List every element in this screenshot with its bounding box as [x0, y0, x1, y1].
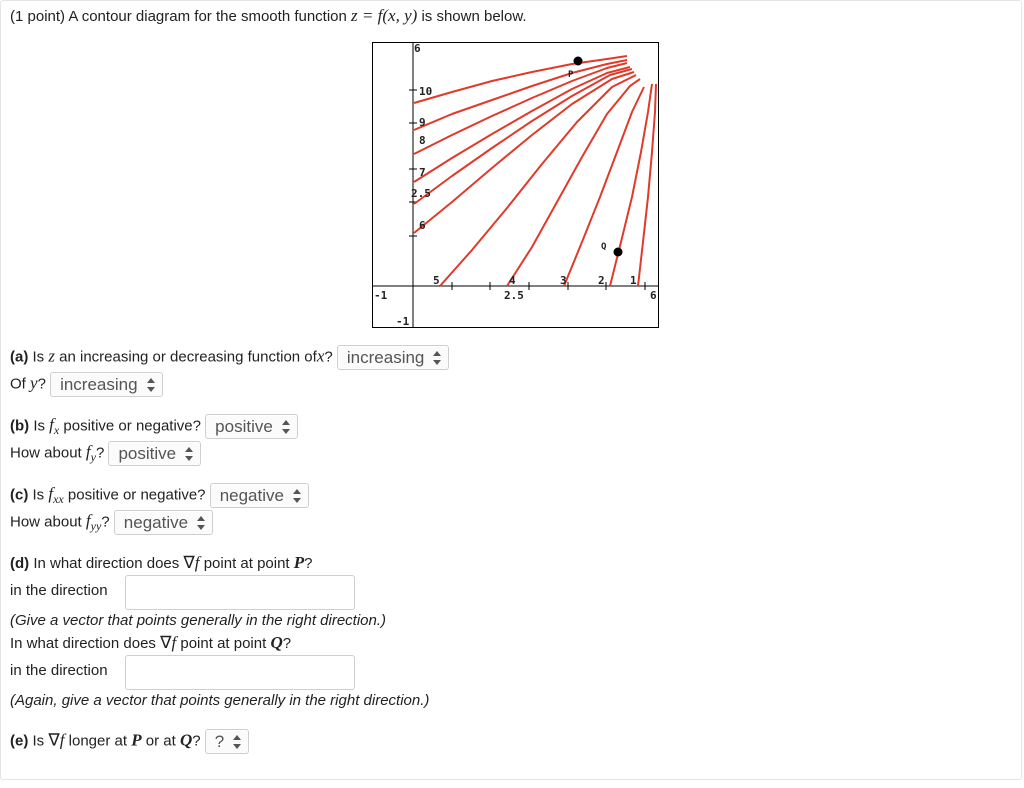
part-e-line — [10, 729, 249, 754]
point-p: P — [293, 553, 305, 572]
point-p-marker — [574, 57, 583, 66]
axis-label-x-neg: -1 — [374, 289, 388, 302]
part-d-dir-label-1: in the direction — [10, 582, 108, 599]
part-a-line-2 — [10, 372, 163, 397]
point-p: P — [131, 730, 142, 750]
select-arrows-icon — [233, 735, 241, 749]
select-arrows-icon — [282, 420, 290, 434]
part-e-select-value: ? — [214, 732, 225, 751]
select-arrows-icon — [293, 489, 301, 503]
part-b-fy-select[interactable] — [108, 441, 201, 466]
part-a-is: Is — [32, 348, 45, 366]
part-c-fxx-select-value: negative — [219, 486, 284, 505]
contour-label-1: 1 — [630, 274, 637, 287]
contour-label-4: 4 — [509, 274, 516, 287]
var-f: f — [59, 730, 65, 750]
part-b-tag: (b) — [10, 417, 30, 435]
select-arrows-icon — [197, 516, 205, 530]
point-q: Q — [270, 633, 283, 652]
axis-label-x-mid: 2.5 — [504, 289, 524, 302]
points-label: (1 point) — [10, 8, 66, 25]
var-x: x — [316, 346, 325, 366]
part-c-tag: (c) — [10, 486, 29, 504]
var-z: z — [48, 346, 55, 366]
qmark: ? — [95, 444, 105, 462]
var-y: y — [30, 373, 38, 393]
part-d-question-2-mid: point at point — [180, 635, 267, 652]
contour-label-9: 9 — [419, 116, 426, 129]
part-d-question-2: In what direction does — [10, 635, 156, 652]
part-c-fyy-select-value: negative — [123, 513, 189, 532]
part-c-how-about: How about — [10, 513, 82, 531]
part-c-line-2 — [10, 510, 213, 535]
f-xx: $f_{xx}$ — [48, 484, 64, 507]
qmark: ? — [192, 732, 201, 750]
point-q-label: Q — [601, 242, 607, 252]
point-q: Q — [179, 730, 193, 750]
contour-label-6: 6 — [419, 219, 426, 232]
qmark: ? — [37, 375, 46, 393]
part-a-line-1 — [10, 345, 449, 370]
part-d-line-2 — [10, 633, 291, 653]
part-c-fxx-select[interactable] — [210, 483, 309, 508]
contour-label-5: 5 — [433, 274, 440, 287]
part-d-hint-1: (Give a vector that points generally in the right direction.) — [10, 612, 387, 629]
select-arrows-icon — [433, 351, 441, 365]
contour-label-10: 10 — [419, 85, 433, 98]
part-e-tag: (e) — [10, 732, 29, 750]
part-a-x-select-value: increasing — [346, 348, 425, 367]
nabla-symbol: ∇ — [48, 730, 60, 750]
point-q-marker — [614, 248, 623, 257]
nabla-symbol: ∇ — [183, 553, 195, 572]
axis-label-y-neg: -1 — [396, 315, 410, 328]
part-c-fyy-select[interactable] — [114, 510, 213, 535]
contour-diagram — [372, 42, 660, 329]
var-f: f — [171, 633, 177, 652]
qmark: ? — [324, 348, 333, 366]
part-a-tag: (a) — [10, 348, 29, 366]
part-b-fy-select-value: positive — [118, 444, 177, 463]
part-a-y-select-value: increasing — [60, 375, 138, 394]
axis-label-y-top: 6 — [414, 42, 421, 55]
part-b-question: positive or negative? — [63, 417, 201, 435]
part-e-is: Is — [32, 732, 45, 750]
part-a-y-select[interactable] — [50, 372, 163, 397]
intro-text: A contour diagram for the smooth function — [68, 8, 347, 25]
part-c-line-1 — [10, 483, 309, 508]
gradient-q-input[interactable] — [125, 655, 355, 690]
gradient-p-input[interactable] — [125, 575, 355, 610]
contour-label-2: 2 — [598, 274, 605, 287]
part-b-line-2 — [10, 441, 201, 466]
outro-text: is shown below. — [421, 8, 527, 25]
part-e-or-at: or at — [145, 732, 176, 750]
f-x: $f_x$ — [49, 415, 60, 438]
part-d-hint-2: (Again, give a vector that points generally in the right direction.) — [10, 692, 430, 709]
part-e-longer: longer at — [68, 732, 128, 750]
function-expression: z = f(x, y) — [351, 6, 418, 25]
point-p-label: P — [568, 70, 574, 80]
part-e-select[interactable] — [205, 729, 249, 754]
var-f: f — [194, 553, 200, 572]
part-a-of: Of — [10, 375, 26, 393]
select-arrows-icon — [147, 378, 155, 392]
part-b-fx-select[interactable] — [205, 414, 298, 439]
select-arrows-icon — [185, 447, 193, 461]
part-a-x-select[interactable] — [337, 345, 450, 370]
part-b-fx-select-value: positive — [215, 417, 273, 436]
part-d-question-mid: point at point — [203, 555, 290, 572]
qmark: ? — [282, 635, 292, 652]
contour-label-3: 3 — [560, 274, 567, 287]
part-d-line-1 — [10, 553, 313, 573]
part-a-question: an increasing or decreasing function of — [59, 348, 317, 366]
qmark: ? — [304, 555, 313, 572]
part-d-question: In what direction does — [33, 555, 180, 572]
contour-label-8: 8 — [419, 134, 426, 147]
part-b-line-1 — [10, 414, 298, 439]
part-b-is: Is — [33, 417, 45, 435]
part-c-question: positive or negative? — [67, 486, 206, 504]
problem-header — [10, 6, 527, 26]
nabla-symbol: ∇ — [160, 633, 172, 652]
f-y: $f_y$ — [85, 442, 96, 465]
contour-label-2_5: 2.5 — [411, 187, 431, 200]
part-b-how-about: How about — [10, 444, 82, 462]
axis-label-x-max: 6 — [650, 289, 657, 302]
qmark: ? — [101, 513, 110, 531]
f-yy: $f_{yy}$ — [85, 511, 102, 534]
part-c-is: Is — [32, 486, 45, 504]
part-d-dir-label-2: in the direction — [10, 662, 108, 679]
contour-label-7: 7 — [419, 166, 426, 179]
part-d-tag: (d) — [10, 555, 30, 572]
